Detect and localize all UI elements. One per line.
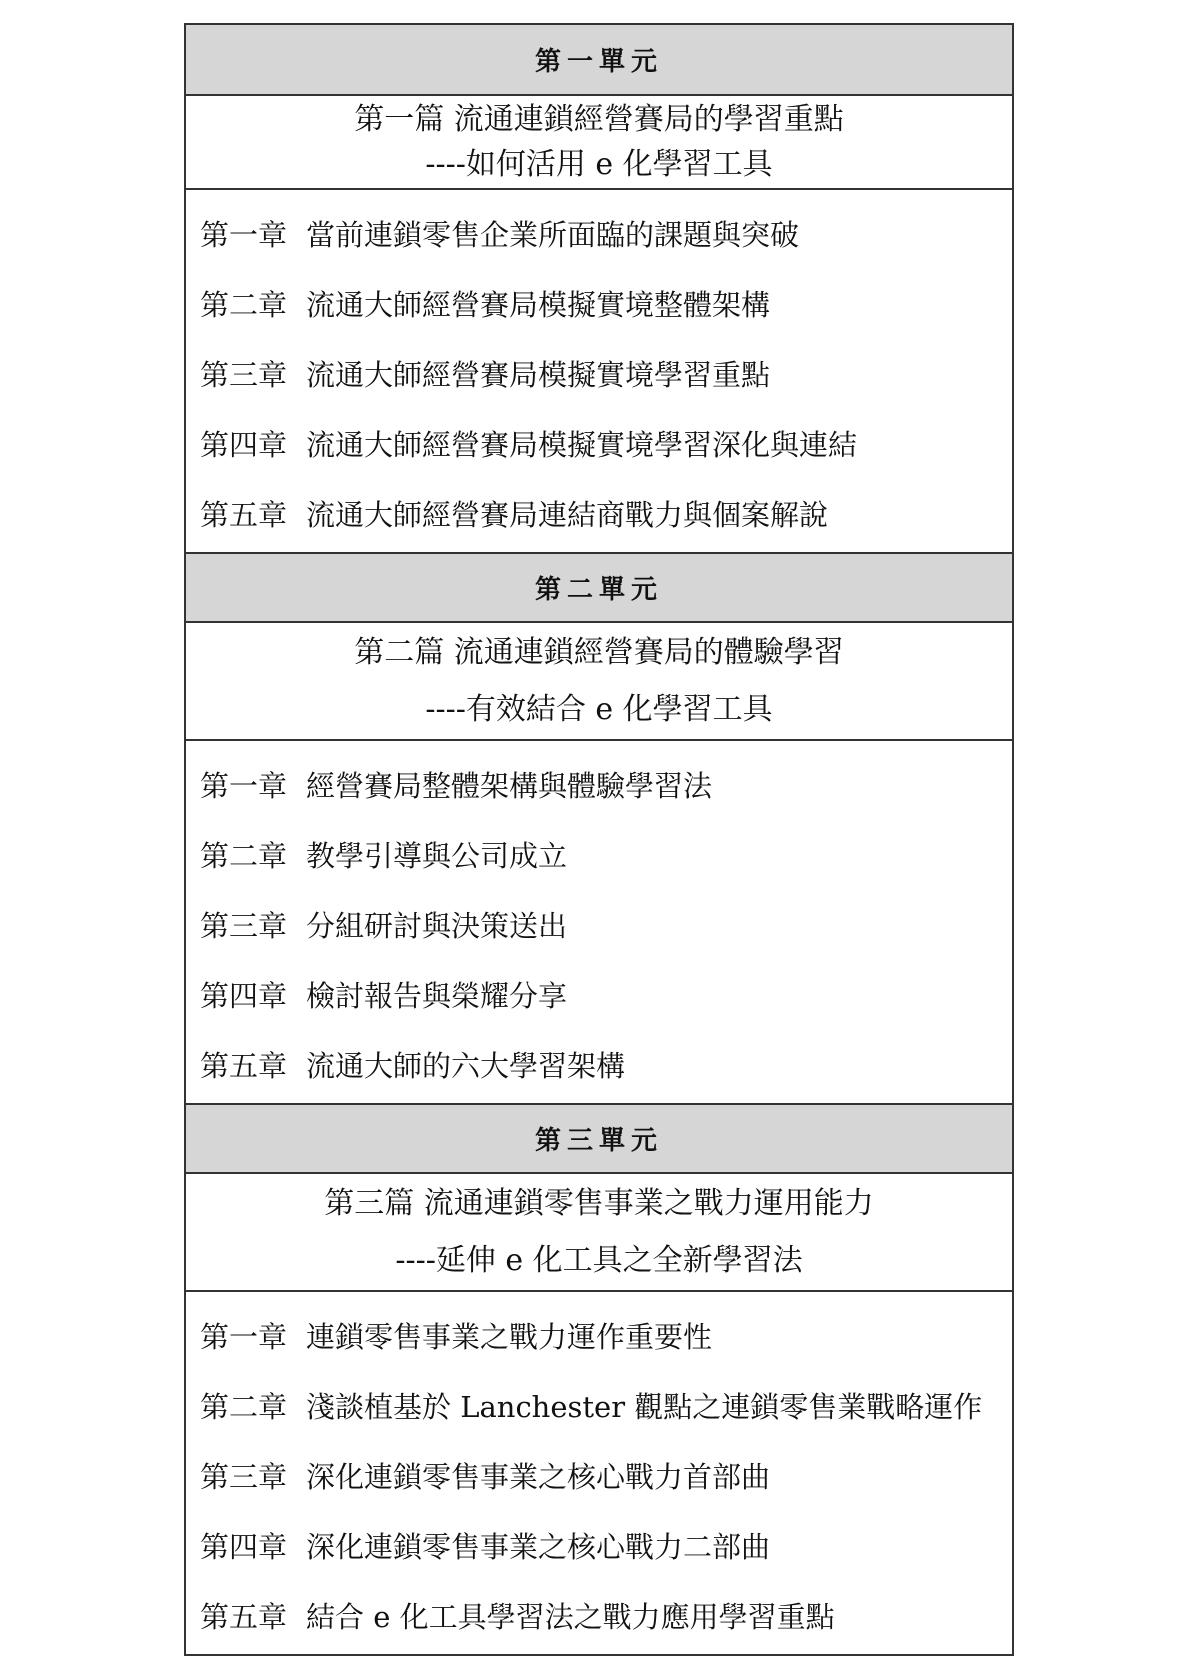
chapter-title: 淺談植基於 Lanchester 觀點之連鎖零售業戰略運作 <box>306 1389 983 1424</box>
chapter-item <box>186 408 1012 478</box>
chapter-item <box>186 1029 1012 1099</box>
chapter-number: 第一章 <box>200 768 288 803</box>
chapter-title: 教學引導與公司成立 <box>306 838 568 873</box>
chapter-title: 流通大師經營賽局模擬實境整體架構 <box>306 287 771 322</box>
chapter-number: 第二章 <box>200 838 288 873</box>
part-title-line: 第三篇 流通連鎖零售事業之戰力運用能力 <box>324 1186 874 1221</box>
table-of-contents <box>184 23 1014 1656</box>
chapter-title: 檢討報告與榮耀分享 <box>306 978 568 1013</box>
chapter-number: 第五章 <box>200 497 288 532</box>
chapter-item <box>186 478 1012 548</box>
chapter-item <box>186 1370 1012 1440</box>
chapter-item <box>186 1300 1012 1370</box>
chapter-number: 第二章 <box>200 1389 288 1424</box>
chapter-item <box>186 749 1012 819</box>
chapter-number: 第四章 <box>200 978 288 1013</box>
chapter-title: 經營賽局整體架構與體驗學習法 <box>306 768 713 803</box>
chapter-item <box>186 889 1012 959</box>
chapter-number: 第三章 <box>200 357 288 392</box>
chapter-title: 流通大師經營賽局模擬實境學習重點 <box>306 357 771 392</box>
chapter-title: 結合 e 化工具學習法之戰力應用學習重點 <box>306 1599 835 1634</box>
chapter-item <box>186 1580 1012 1650</box>
chapter-title: 當前連鎖零售企業所面臨的課題與突破 <box>306 217 800 252</box>
chapter-number: 第三章 <box>200 1459 288 1494</box>
chapter-number: 第三章 <box>200 908 288 943</box>
chapter-item <box>186 819 1012 889</box>
part-title <box>186 1174 1012 1292</box>
chapter-item <box>186 268 1012 338</box>
chapter-number: 第五章 <box>200 1599 288 1634</box>
part-subtitle-line: ----如何活用 e 化學習工具 <box>425 147 773 182</box>
chapter-list <box>186 1292 1012 1654</box>
chapter-title: 深化連鎖零售事業之核心戰力首部曲 <box>306 1459 771 1494</box>
chapter-title: 連鎖零售事業之戰力運作重要性 <box>306 1319 713 1354</box>
chapter-title: 流通大師經營賽局連結商戰力與個案解說 <box>306 497 829 532</box>
chapter-number: 第五章 <box>200 1048 288 1083</box>
part-title <box>186 96 1012 190</box>
chapter-item <box>186 959 1012 1029</box>
part-subtitle-line: ----延伸 e 化工具之全新學習法 <box>395 1243 803 1278</box>
chapter-item <box>186 1440 1012 1510</box>
part-subtitle-line: ----有效結合 e 化學習工具 <box>425 692 773 727</box>
part-title-line: 第二篇 流通連鎖經營賽局的體驗學習 <box>354 635 844 670</box>
chapter-number: 第一章 <box>200 1319 288 1354</box>
part-title-line: 第一篇 流通連鎖經營賽局的學習重點 <box>354 102 844 137</box>
chapter-title: 流通大師經營賽局模擬實境學習深化與連結 <box>306 427 858 462</box>
chapter-number: 第四章 <box>200 1529 288 1564</box>
chapter-number: 第四章 <box>200 427 288 462</box>
chapter-title: 流通大師的六大學習架構 <box>306 1048 626 1083</box>
chapter-number: 第一章 <box>200 217 288 252</box>
unit-header: 第三單元 <box>186 1103 1012 1174</box>
chapter-item <box>186 1510 1012 1580</box>
unit-header: 第一單元 <box>186 25 1012 96</box>
unit-header: 第二單元 <box>186 552 1012 623</box>
chapter-list <box>186 190 1012 552</box>
part-title <box>186 623 1012 741</box>
chapter-list <box>186 741 1012 1103</box>
chapter-title: 分組研討與決策送出 <box>306 908 568 943</box>
chapter-item <box>186 198 1012 268</box>
chapter-item <box>186 338 1012 408</box>
chapter-number: 第二章 <box>200 287 288 322</box>
chapter-title: 深化連鎖零售事業之核心戰力二部曲 <box>306 1529 771 1564</box>
